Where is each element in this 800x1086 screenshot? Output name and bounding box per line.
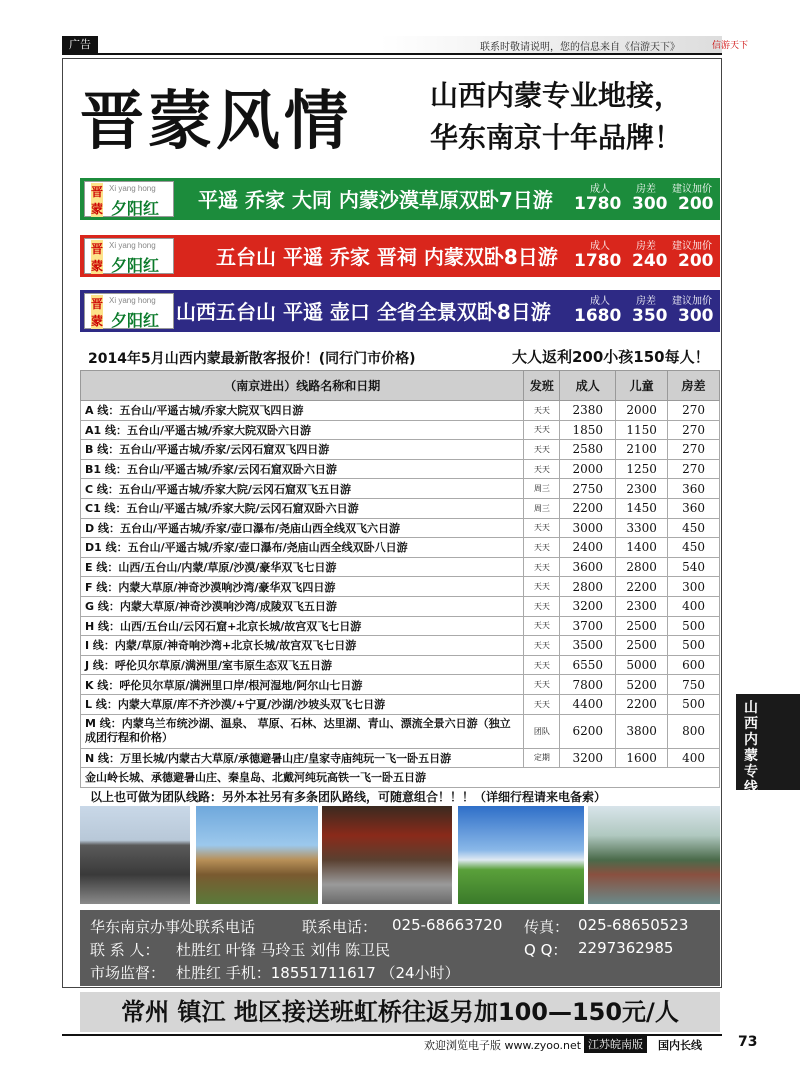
adult-price-cell: 4400 [560, 694, 616, 714]
logo-jin: 晋 [91, 185, 104, 199]
room-diff-cell: 500 [668, 616, 720, 636]
route-cell: F 线：内蒙大草原/神奇沙漠响沙湾/豪华双飞四日游 [81, 577, 524, 597]
side-tab-label: 山西内蒙专线 [744, 700, 758, 796]
table-row [81, 748, 720, 768]
adult-price-cell: 3500 [560, 636, 616, 656]
col-route: （南京进出）线路名称和日期 [81, 371, 524, 401]
slogan-line-2: 华东南京十年品牌！ [430, 121, 683, 154]
table-row [81, 401, 720, 421]
logo-jin: 晋 [91, 242, 104, 256]
route-banner-3 [80, 290, 720, 332]
team-note: 以上也可做为团队线路：另外本社另有多条团队路线，可随意组合！！！（详细行程请来电备索） [90, 790, 607, 804]
departure-cell: 天天 [524, 636, 560, 656]
departure-cell: 天天 [524, 616, 560, 636]
route-cell: B1 线：五台山/平遥古城/乔家/云冈石窟双卧六日游 [81, 459, 524, 479]
logo-en: Xi yang hong [109, 296, 156, 305]
room-diff-cell: 800 [668, 714, 720, 748]
qq-number: 2297362985 [578, 939, 674, 957]
logo-cn: 夕阳红 [111, 199, 160, 218]
child-price-cell: 1150 [616, 420, 668, 440]
route-cell: A1 线：五台山/平遥古城/乔家大院双卧六日游 [81, 420, 524, 440]
route-cell: C 线：五台山/平遥古城/乔家大院/云冈石窟双飞五日游 [81, 479, 524, 499]
special-route-cell: 金山岭长城、承德避暑山庄、秦皇岛、北戴河纯玩高铁一飞一卧五日游 [81, 768, 720, 788]
supervisor-info: 杜胜红 手机：18551711617 （24小时） [176, 964, 460, 982]
brand-name: 晋蒙风情 [80, 84, 352, 159]
add-price: 200 [678, 194, 714, 214]
adult-price-cell: 3600 [560, 557, 616, 577]
room-diff-cell: 500 [668, 694, 720, 714]
room-diff-cell: 450 [668, 518, 720, 538]
adult-price-cell: 2750 [560, 479, 616, 499]
child-price-cell: 1450 [616, 498, 668, 518]
people-names: 杜胜红 叶锋 马玲玉 刘伟 陈卫民 [176, 941, 391, 959]
child-price-cell: 2300 [616, 479, 668, 499]
adult-price-cell: 2800 [560, 577, 616, 597]
col-adult: 成人 [560, 371, 616, 401]
adult-price-cell: 3000 [560, 518, 616, 538]
table-row-special [81, 768, 720, 788]
xiyanghong-logo [84, 238, 174, 274]
col-room-diff: 房差 [668, 371, 720, 401]
logo-jin: 晋 [91, 297, 104, 311]
room-diff-cell: 300 [668, 577, 720, 597]
table-row [81, 655, 720, 675]
xiyanghong-logo [84, 293, 174, 329]
add-price: 300 [678, 306, 714, 326]
child-price-cell: 1600 [616, 748, 668, 768]
table-row [81, 440, 720, 460]
child-price-cell: 2100 [616, 440, 668, 460]
phone-number: 025-68663720 [392, 916, 503, 934]
table-row [81, 557, 720, 577]
departure-cell: 天天 [524, 420, 560, 440]
route-cell: G 线：内蒙大草原/神奇沙漠响沙湾/成陵双飞五日游 [81, 596, 524, 616]
departure-cell: 天天 [524, 401, 560, 421]
route-cell: E 线：山西/五台山/内蒙/草原/沙漠/豪华双飞七日游 [81, 557, 524, 577]
child-price-cell: 2500 [616, 636, 668, 656]
room-diff-cell: 270 [668, 401, 720, 421]
col-child: 儿童 [616, 371, 668, 401]
photo-wutai-temple [196, 806, 318, 904]
child-price-cell: 2000 [616, 401, 668, 421]
departure-cell: 团队 [524, 714, 560, 748]
logo-cn: 夕阳红 [111, 256, 160, 275]
pickup-note: 常州 镇江 地区接送班虹桥往返另加100—150元/人 [80, 992, 720, 1032]
adult-price-cell: 6550 [560, 655, 616, 675]
table-row [81, 636, 720, 656]
office-label: 华东南京办事处联系电话 [90, 918, 256, 936]
table-row [81, 420, 720, 440]
table-row [81, 538, 720, 558]
child-price-cell: 2800 [616, 557, 668, 577]
footer-edition: 江苏皖南版 [584, 1035, 647, 1053]
table-row [81, 518, 720, 538]
departure-cell: 天天 [524, 577, 560, 597]
adult-price-cell: 2380 [560, 401, 616, 421]
departure-cell: 天天 [524, 596, 560, 616]
room-diff-cell: 360 [668, 479, 720, 499]
table-row [81, 694, 720, 714]
diff-label: 房差 [636, 241, 656, 252]
offer-title: 2014年5月山西内蒙最新散客报价！(同行门市价格) [88, 351, 416, 367]
room-diff-cell: 270 [668, 459, 720, 479]
departure-cell: 天天 [524, 459, 560, 479]
logo-en: Xi yang hong [109, 184, 156, 193]
section-side-tab [736, 694, 800, 796]
child-price-cell: 2500 [616, 616, 668, 636]
people-label: 联 系 人： [90, 941, 160, 959]
route-cell: H 线：山西/五台山/云冈石窟+北京长城/故宫双飞七日游 [81, 616, 524, 636]
route-cell: A 线：五台山/平遥古城/乔家大院双飞四日游 [81, 401, 524, 421]
logo-en: Xi yang hong [109, 241, 156, 250]
route-banner-2 [80, 235, 720, 277]
route-cell: L 线：内蒙大草原/库不齐沙漠/+宁夏/沙湖/沙坡头双飞七日游 [81, 694, 524, 714]
adult-label: 成人 [590, 241, 610, 252]
diff-label: 房差 [636, 184, 656, 195]
adult-price: 1680 [574, 306, 622, 326]
xiyanghong-logo [84, 181, 174, 217]
adult-price-cell: 2200 [560, 498, 616, 518]
phone-label: 联系电话： [302, 918, 378, 936]
price-table [80, 370, 720, 788]
add-label: 建议加价 [672, 184, 712, 195]
adult-price-cell: 1850 [560, 420, 616, 440]
adult-price-cell: 2000 [560, 459, 616, 479]
add-label: 建议加价 [672, 296, 712, 307]
adult-label: 成人 [590, 184, 610, 195]
route-cell: N 线：万里长城/内蒙古大草原/承德避暑山庄/皇家寺庙纯玩一飞一卧五日游 [81, 748, 524, 768]
table-body [81, 401, 720, 788]
adult-price-cell: 3700 [560, 616, 616, 636]
departure-cell: 天天 [524, 694, 560, 714]
room-diff-cell: 360 [668, 498, 720, 518]
rebate-note: 大人返利200小孩150每人！ [512, 348, 710, 366]
child-price-cell: 2300 [616, 596, 668, 616]
child-price-cell: 1250 [616, 459, 668, 479]
table-header-row [81, 371, 720, 401]
adult-price: 1780 [574, 194, 622, 214]
fax-number: 025-68650523 [578, 916, 689, 934]
fax-label: 传真： [524, 918, 570, 936]
table-row [81, 577, 720, 597]
slogan-line-1: 山西内蒙专业地接， [430, 79, 683, 112]
header-note: 联系时敬请说明，您的信息来自《信游天下》 [480, 42, 680, 53]
banner-title: 五台山 平遥 乔家 晋祠 内蒙双卧8日游 [216, 245, 558, 269]
logo-meng: 蒙 [91, 314, 104, 328]
departure-cell: 定期 [524, 748, 560, 768]
room-diff-cell: 400 [668, 596, 720, 616]
departure-cell: 天天 [524, 557, 560, 577]
departure-cell: 天天 [524, 440, 560, 460]
contact-box [80, 910, 720, 986]
departure-cell: 周三 [524, 498, 560, 518]
departure-cell: 天天 [524, 538, 560, 558]
table-row [81, 498, 720, 518]
route-cell: D1 线：五台山/平遥古城/乔家/壶口瀑布/尧庙山西全线双卧八日游 [81, 538, 524, 558]
photo-courtyard-lanterns [322, 806, 452, 904]
table-row [81, 479, 720, 499]
table-row [81, 616, 720, 636]
page-number: 73 [738, 1034, 758, 1050]
diff-price: 300 [632, 194, 668, 214]
route-cell: C1 线：五台山/平遥古城/乔家大院/云冈石窟双卧六日游 [81, 498, 524, 518]
room-diff-cell: 540 [668, 557, 720, 577]
logo-meng: 蒙 [91, 259, 104, 273]
adult-price-cell: 3200 [560, 748, 616, 768]
photo-qiao-family-compound [80, 806, 190, 904]
supervisor-label: 市场监督： [90, 964, 166, 982]
adult-label: 成人 [590, 296, 610, 307]
route-cell: K 线：呼伦贝尔草原/满洲里口岸/根河湿地/阿尔山七日游 [81, 675, 524, 695]
table-row [81, 596, 720, 616]
photo-grassland-river [458, 806, 584, 904]
departure-cell: 周三 [524, 479, 560, 499]
banner-title: 平遥 乔家 大同 内蒙沙漠草原双卧7日游 [198, 188, 553, 212]
table-row [81, 459, 720, 479]
departure-cell: 天天 [524, 655, 560, 675]
room-diff-cell: 400 [668, 748, 720, 768]
child-price-cell: 3300 [616, 518, 668, 538]
route-cell: D 线：五台山/平遥古城/乔家/壶口瀑布/尧庙山西全线双飞六日游 [81, 518, 524, 538]
logo-meng: 蒙 [91, 202, 104, 216]
child-price-cell: 5000 [616, 655, 668, 675]
table-row [81, 675, 720, 695]
footer-section: 国内长线 [658, 1039, 702, 1052]
diff-price: 240 [632, 251, 668, 271]
adult-price-cell: 3200 [560, 596, 616, 616]
footer-website[interactable]: 欢迎浏览电子版 www.zyoo.net [424, 1039, 582, 1052]
route-cell: M 线：内蒙乌兰布统沙湖、温泉、 草原、石林、达里湖、青山、漂流全景六日游（独立成团行程和价格） [81, 714, 524, 748]
departure-cell: 天天 [524, 518, 560, 538]
adult-price: 1780 [574, 251, 622, 271]
departure-cell: 天天 [524, 675, 560, 695]
adult-price-cell: 7800 [560, 675, 616, 695]
room-diff-cell: 750 [668, 675, 720, 695]
child-price-cell: 5200 [616, 675, 668, 695]
room-diff-cell: 270 [668, 440, 720, 460]
logo-cn: 夕阳红 [111, 311, 160, 330]
add-label: 建议加价 [672, 241, 712, 252]
add-price: 200 [678, 251, 714, 271]
child-price-cell: 1400 [616, 538, 668, 558]
col-departure: 发班 [524, 371, 560, 401]
qq-label: Q Q： [524, 941, 568, 959]
route-cell: J 线：呼伦贝尔草原/满洲里/室韦原生态双飞五日游 [81, 655, 524, 675]
table-row [81, 714, 720, 748]
banner-title: 山西五台山 平遥 壶口 全省全景双卧8日游 [176, 300, 551, 324]
room-diff-cell: 500 [668, 636, 720, 656]
adult-price-cell: 6200 [560, 714, 616, 748]
child-price-cell: 2200 [616, 577, 668, 597]
photo-lake-pavilion [588, 806, 720, 904]
route-cell: I 线：内蒙/草原/神奇响沙湾+北京长城/故宫双飞七日游 [81, 636, 524, 656]
adult-price-cell: 2580 [560, 440, 616, 460]
room-diff-cell: 450 [668, 538, 720, 558]
room-diff-cell: 270 [668, 420, 720, 440]
diff-label: 房差 [636, 296, 656, 307]
child-price-cell: 3800 [616, 714, 668, 748]
child-price-cell: 2200 [616, 694, 668, 714]
header-logo: 信游天下 [712, 41, 749, 51]
room-diff-cell: 600 [668, 655, 720, 675]
adult-price-cell: 2400 [560, 538, 616, 558]
header-rule [62, 53, 722, 55]
diff-price: 350 [632, 306, 668, 326]
route-banner-1 [80, 178, 720, 220]
route-cell: B 线：五台山/平遥古城/乔家/云冈石窟双飞四日游 [81, 440, 524, 460]
ad-tag: 广告 [62, 36, 98, 54]
